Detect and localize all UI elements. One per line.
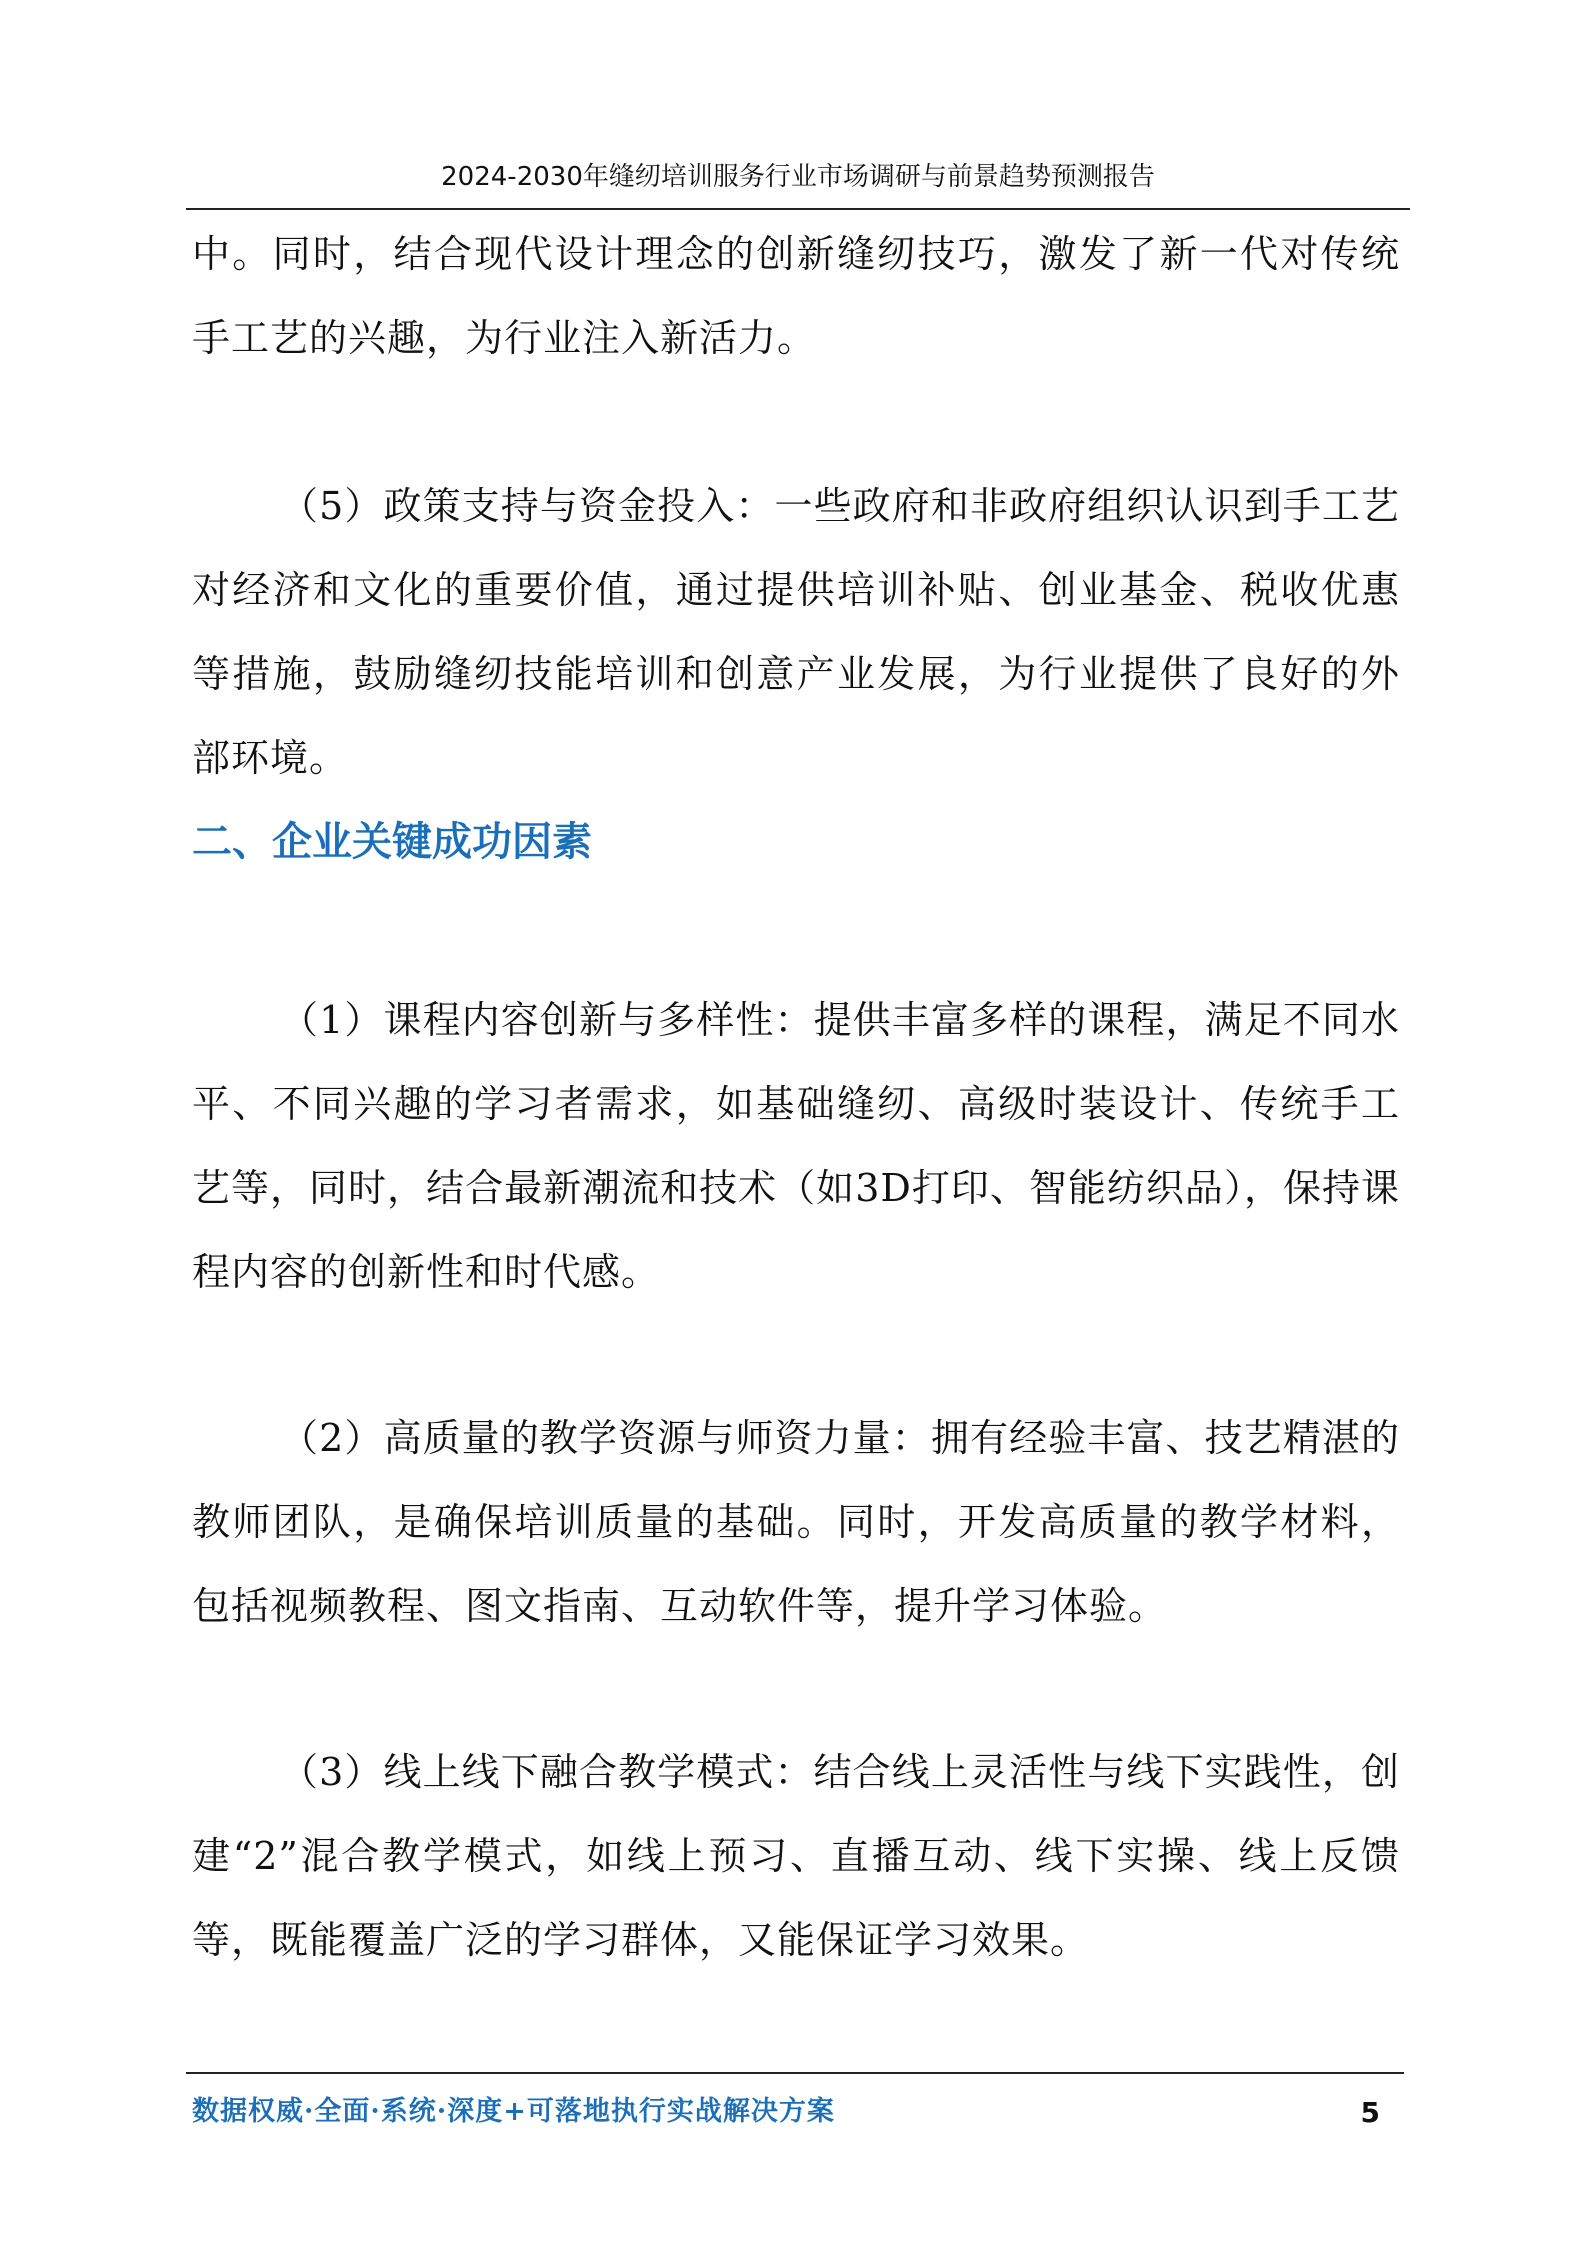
paragraph-blended-teaching: （3）线上线下融合教学模式：结合线上灵活性与线下实践性，创建“2”混合教学模式，如线上预习、直播互动、线下实操、线上反馈等，既能覆盖广泛的学习群体，又能保证学习效果。: [192, 1750, 1400, 1962]
paragraph-continued: 中。同时，结合现代设计理念的创新缝纫技巧，激发了新一代对传统手工艺的兴趣，为行业注入新活力。: [192, 232, 1400, 360]
paragraph-teaching-resources: （2）高质量的教学资源与师资力量：拥有经验丰富、技艺精湛的教师团队，是确保培训质量的基础。同时，开发高质量的教学材料，包括视频教程、图文指南、互动软件等，提升学习体验。: [192, 1416, 1400, 1628]
paragraph-policy-support: （5）政策支持与资金投入：一些政府和非政府组织认识到手工艺对经济和文化的重要价值，通过提供培训补贴、创业基金、税收优惠等措施，鼓励缝纫技能培训和创意产业发展，为行业提供了良好的外部环境。: [192, 484, 1400, 780]
page-header-title: 2024-2030年缝纫培训服务行业市场调研与前景趋势预测报告: [441, 162, 1155, 192]
header-divider: [186, 208, 1410, 210]
paragraph-course-innovation: （1）课程内容创新与多样性：提供丰富多样的课程，满足不同水平、不同兴趣的学习者需求，如基础缝纫、高级时装设计、传统手工艺等，同时，结合最新潮流和技术（如3D打印、智能纺织品），保持课程内容的创新性和时代感。: [192, 998, 1400, 1294]
page-number: 5: [1360, 2096, 1380, 2129]
footer-slogan: 数据权威·全面·系统·深度+可落地执行实战解决方案: [192, 2096, 835, 2127]
section-heading: 二、企业关键成功因素: [192, 819, 592, 865]
footer-divider: [186, 2072, 1404, 2074]
